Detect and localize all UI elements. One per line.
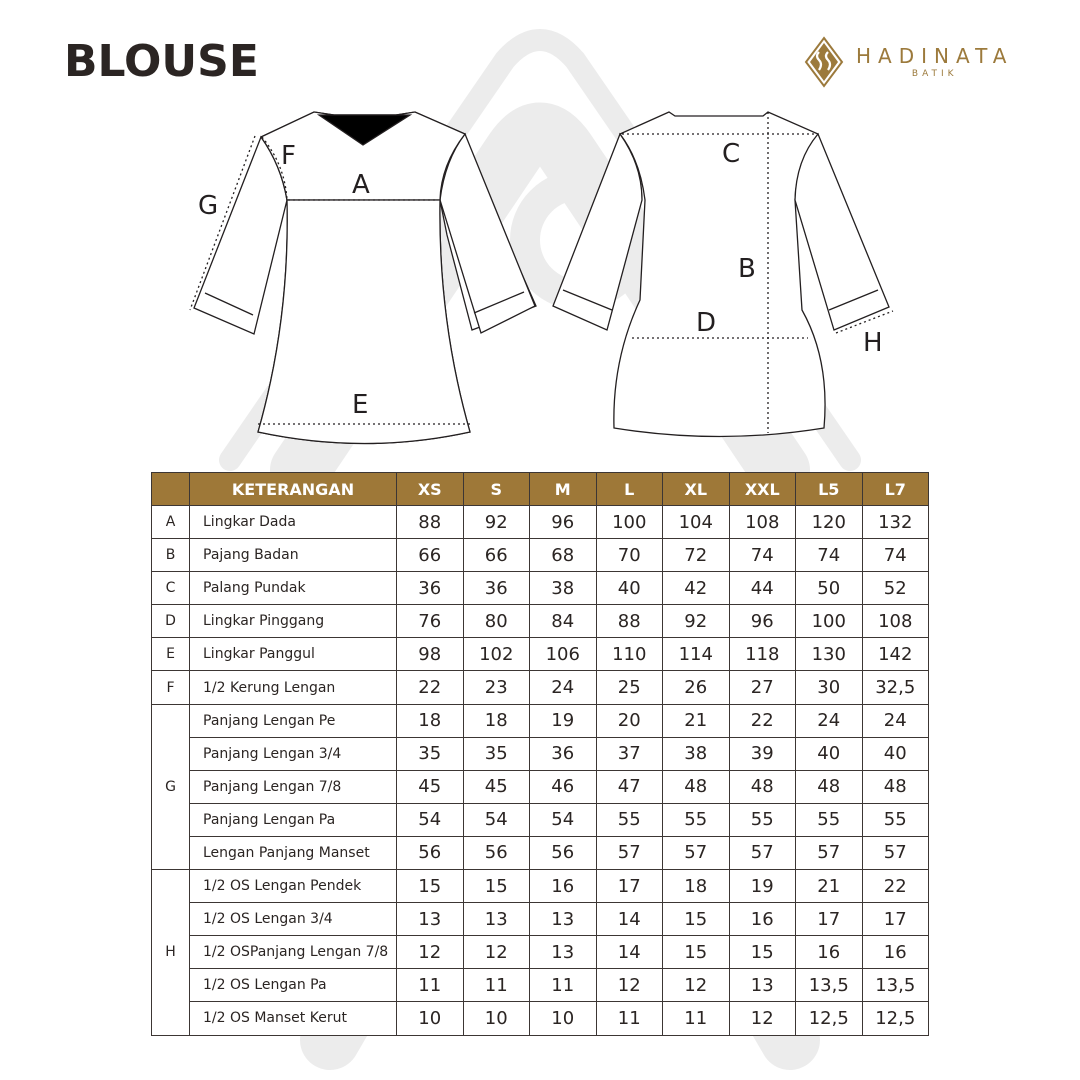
size-value-cell: 35 [397,737,464,770]
size-value-cell: 11 [463,969,530,1002]
size-value-cell: 30 [796,671,863,704]
size-value-cell: 13,5 [796,969,863,1002]
table-row [152,539,929,572]
label-e: E [352,390,369,420]
row-code: A [152,506,190,539]
size-value-cell: 24 [530,671,597,704]
size-value-cell: 15 [729,936,796,969]
header-l5: L5 [796,473,863,506]
size-value-cell: 10 [397,1002,464,1035]
table-row [152,870,929,903]
size-value-cell: 57 [596,836,663,869]
size-value-cell: 57 [796,836,863,869]
brand-logo [804,36,1013,88]
row-code: C [152,572,190,605]
table-row [152,803,929,836]
size-value-cell: 55 [796,803,863,836]
header-xxl: XXL [729,473,796,506]
header-keterangan: KETERANGAN [190,473,397,506]
table-row [152,737,929,770]
size-value-cell: 19 [729,870,796,903]
size-value-cell: 19 [530,704,597,737]
size-value-cell: 55 [729,803,796,836]
row-description: Lingkar Panggul [190,638,397,671]
label-g: G [198,191,219,221]
size-value-cell: 84 [530,605,597,638]
size-value-cell: 55 [596,803,663,836]
size-value-cell: 74 [796,539,863,572]
size-value-cell: 22 [862,870,929,903]
header-m: M [530,473,597,506]
row-description: Panjang Lengan Pe [190,704,397,737]
header-xl: XL [663,473,730,506]
size-value-cell: 27 [729,671,796,704]
size-value-cell: 16 [796,936,863,969]
size-value-cell: 114 [663,638,730,671]
size-value-cell: 45 [397,770,464,803]
size-value-cell: 74 [729,539,796,572]
size-value-cell: 38 [663,737,730,770]
size-value-cell: 13 [729,969,796,1002]
row-code: D [152,605,190,638]
size-value-cell: 14 [596,936,663,969]
size-value-cell: 130 [796,638,863,671]
table-row [152,671,929,704]
size-value-cell: 12 [596,969,663,1002]
size-value-cell: 13 [530,936,597,969]
row-description: Lingkar Pinggang [190,605,397,638]
table-row [152,506,929,539]
size-chart-table [151,472,929,1036]
size-value-cell: 48 [663,770,730,803]
row-description: Pajang Badan [190,539,397,572]
table-row [152,936,929,969]
size-value-cell: 23 [463,671,530,704]
size-value-cell: 54 [530,803,597,836]
size-value-cell: 57 [729,836,796,869]
size-value-cell: 92 [663,605,730,638]
size-value-cell: 11 [596,1002,663,1035]
size-value-cell: 15 [397,870,464,903]
size-value-cell: 11 [397,969,464,1002]
label-f: F [281,141,296,171]
size-value-cell: 96 [729,605,796,638]
table-row [152,770,929,803]
size-value-cell: 10 [530,1002,597,1035]
size-value-cell: 36 [530,737,597,770]
size-value-cell: 37 [596,737,663,770]
size-value-cell: 100 [596,506,663,539]
label-c: C [722,139,741,169]
size-value-cell: 12 [729,1002,796,1035]
size-value-cell: 13 [530,903,597,936]
size-value-cell: 106 [530,638,597,671]
size-value-cell: 18 [663,870,730,903]
size-value-cell: 102 [463,638,530,671]
size-value-cell: 11 [530,969,597,1002]
size-value-cell: 98 [397,638,464,671]
size-value-cell: 21 [796,870,863,903]
size-value-cell: 46 [530,770,597,803]
size-value-cell: 120 [796,506,863,539]
size-value-cell: 74 [862,539,929,572]
size-value-cell: 15 [463,870,530,903]
label-h: H [863,328,883,358]
size-value-cell: 132 [862,506,929,539]
size-value-cell: 20 [596,704,663,737]
row-description: Panjang Lengan Pa [190,803,397,836]
size-value-cell: 24 [862,704,929,737]
size-value-cell: 108 [729,506,796,539]
table-row [152,704,929,737]
size-value-cell: 118 [729,638,796,671]
size-value-cell: 12,5 [796,1002,863,1035]
size-value-cell: 22 [729,704,796,737]
row-description: 1/2 OS Manset Kerut [190,1002,397,1035]
size-value-cell: 12 [663,969,730,1002]
row-description: Panjang Lengan 7/8 [190,770,397,803]
size-value-cell: 50 [796,572,863,605]
size-value-cell: 38 [530,572,597,605]
size-value-cell: 17 [796,903,863,936]
size-value-cell: 57 [862,836,929,869]
size-value-cell: 44 [729,572,796,605]
size-value-cell: 100 [796,605,863,638]
size-value-cell: 12 [463,936,530,969]
size-value-cell: 17 [596,870,663,903]
size-value-cell: 39 [729,737,796,770]
size-value-cell: 35 [463,737,530,770]
size-value-cell: 36 [463,572,530,605]
brand-subtitle: BATIK [911,69,958,79]
size-value-cell: 22 [397,671,464,704]
size-value-cell: 32,5 [862,671,929,704]
size-value-cell: 26 [663,671,730,704]
diamond-ss-monogram-icon [804,36,844,88]
back-view-drawing [553,112,889,437]
size-value-cell: 12,5 [862,1002,929,1035]
row-description: 1/2 OS Lengan Pendek [190,870,397,903]
row-description: Lengan Panjang Manset [190,836,397,869]
size-value-cell: 13,5 [862,969,929,1002]
row-description: 1/2 OS Lengan 3/4 [190,903,397,936]
size-value-cell: 55 [663,803,730,836]
size-value-cell: 40 [796,737,863,770]
table-header-row [152,473,929,506]
label-a: A [352,170,370,200]
row-description: 1/2 OSPanjang Lengan 7/8 [190,936,397,969]
label-b: B [738,254,756,284]
size-value-cell: 66 [463,539,530,572]
size-value-cell: 21 [663,704,730,737]
header-xs: XS [397,473,464,506]
page-title: BLOUSE [64,36,259,87]
size-value-cell: 16 [862,936,929,969]
size-value-cell: 24 [796,704,863,737]
size-value-cell: 45 [463,770,530,803]
table-row [152,572,929,605]
label-d: D [696,308,717,338]
size-value-cell: 96 [530,506,597,539]
size-value-cell: 54 [463,803,530,836]
size-value-cell: 57 [663,836,730,869]
size-value-cell: 88 [596,605,663,638]
size-value-cell: 110 [596,638,663,671]
table-row [152,903,929,936]
size-value-cell: 47 [596,770,663,803]
header-l7: L7 [862,473,929,506]
size-value-cell: 108 [862,605,929,638]
size-value-cell: 48 [729,770,796,803]
size-value-cell: 15 [663,936,730,969]
size-value-cell: 12 [397,936,464,969]
size-value-cell: 18 [397,704,464,737]
size-value-cell: 48 [796,770,863,803]
row-description: 1/2 OS Lengan Pa [190,969,397,1002]
table-row [152,638,929,671]
header-l: L [596,473,663,506]
size-value-cell: 70 [596,539,663,572]
size-value-cell: 48 [862,770,929,803]
row-description: 1/2 Kerung Lengan [190,671,397,704]
row-code: H [152,870,190,1035]
size-value-cell: 40 [596,572,663,605]
table-row [152,969,929,1002]
size-value-cell: 56 [530,836,597,869]
size-value-cell: 18 [463,704,530,737]
size-value-cell: 10 [463,1002,530,1035]
size-value-cell: 13 [463,903,530,936]
size-value-cell: 16 [530,870,597,903]
size-value-cell: 55 [862,803,929,836]
row-code: B [152,539,190,572]
table-row [152,1002,929,1035]
size-value-cell: 56 [463,836,530,869]
size-value-cell: 76 [397,605,464,638]
size-value-cell: 16 [729,903,796,936]
size-value-cell: 80 [463,605,530,638]
header-code [152,473,190,506]
size-value-cell: 40 [862,737,929,770]
size-value-cell: 52 [862,572,929,605]
size-value-cell: 142 [862,638,929,671]
size-value-cell: 14 [596,903,663,936]
row-description: Panjang Lengan 3/4 [190,737,397,770]
size-value-cell: 36 [397,572,464,605]
size-value-cell: 17 [862,903,929,936]
size-value-cell: 68 [530,539,597,572]
garment-diagram [0,100,1080,460]
size-value-cell: 13 [397,903,464,936]
size-value-cell: 104 [663,506,730,539]
brand-name: HADINATA [856,44,1014,68]
row-code: F [152,671,190,704]
size-value-cell: 72 [663,539,730,572]
row-description: Palang Pundak [190,572,397,605]
row-code: G [152,704,190,869]
size-value-cell: 66 [397,539,464,572]
size-value-cell: 54 [397,803,464,836]
size-value-cell: 88 [397,506,464,539]
row-description: Lingkar Dada [190,506,397,539]
size-value-cell: 15 [663,903,730,936]
table-row [152,605,929,638]
header-s: S [463,473,530,506]
size-value-cell: 11 [663,1002,730,1035]
size-value-cell: 92 [463,506,530,539]
table-row [152,836,929,869]
row-code: E [152,638,190,671]
size-value-cell: 42 [663,572,730,605]
size-value-cell: 25 [596,671,663,704]
size-value-cell: 56 [397,836,464,869]
